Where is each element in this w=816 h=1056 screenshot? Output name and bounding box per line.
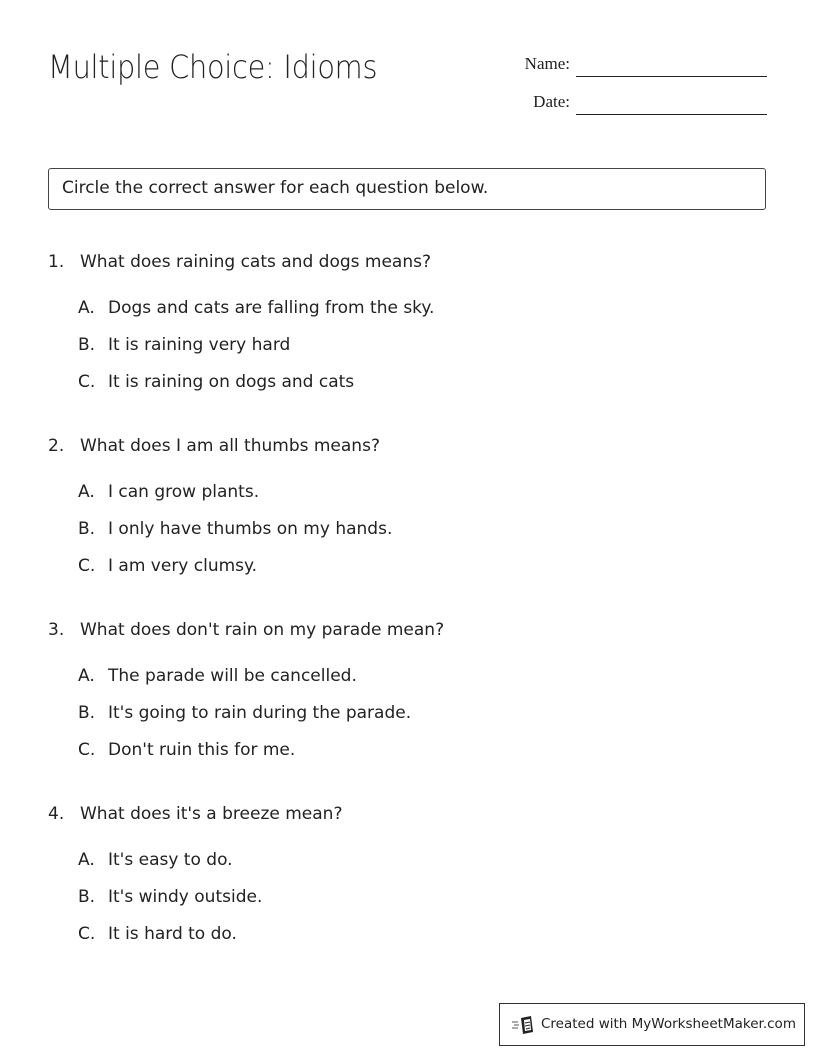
option-text: I only have thumbs on my hands. (108, 519, 393, 539)
instructions-box (48, 168, 766, 210)
date-label: Date: (533, 92, 570, 111)
option-letter: B. (78, 335, 96, 355)
option-text: It's easy to do. (108, 850, 233, 870)
name-field-line[interactable] (576, 76, 767, 77)
option-text: The parade will be cancelled. (108, 666, 357, 686)
option-text: It's going to rain during the parade. (108, 703, 412, 723)
question-text: What does raining cats and dogs means? (80, 252, 431, 272)
option-letter: B. (78, 703, 96, 723)
instructions-text: Circle the correct answer for each question below. (62, 178, 489, 198)
footer-text: Created with MyWorksheetMaker.com (541, 1016, 796, 1032)
question-text: What does don't rain on my parade mean? (80, 620, 445, 640)
question-number: 4. (48, 804, 65, 824)
option-text: It is raining on dogs and cats (108, 372, 355, 392)
option-letter: A. (78, 482, 95, 502)
question-number: 3. (48, 620, 65, 640)
option-letter: C. (78, 372, 96, 392)
option-text: I can grow plants. (108, 482, 260, 502)
option-letter: C. (78, 556, 96, 576)
question-text: What does I am all thumbs means? (80, 436, 380, 456)
option-letter: A. (78, 850, 95, 870)
option-text: It is raining very hard (108, 335, 291, 355)
option-letter: A. (78, 666, 95, 686)
question-text: What does it's a breeze mean? (80, 804, 343, 824)
option-letter: C. (78, 740, 96, 760)
name-label: Name: (524, 54, 570, 73)
option-text: I am very clumsy. (108, 556, 258, 576)
option-text: Dogs and cats are falling from the sky. (108, 298, 435, 318)
question-number: 2. (48, 436, 65, 456)
option-text: It's windy outside. (108, 887, 263, 907)
date-field-line[interactable] (576, 114, 767, 115)
page-title: Multiple Choice: Idioms (48, 48, 378, 86)
option-letter: B. (78, 887, 96, 907)
option-letter: A. (78, 298, 95, 318)
option-text: Don't ruin this for me. (108, 740, 296, 760)
option-letter: C. (78, 924, 96, 944)
worksheet-maker-logo-icon (512, 1015, 536, 1035)
footer-badge[interactable] (499, 1003, 805, 1046)
option-text: It is hard to do. (108, 924, 237, 944)
question-number: 1. (48, 252, 65, 272)
option-letter: B. (78, 519, 96, 539)
